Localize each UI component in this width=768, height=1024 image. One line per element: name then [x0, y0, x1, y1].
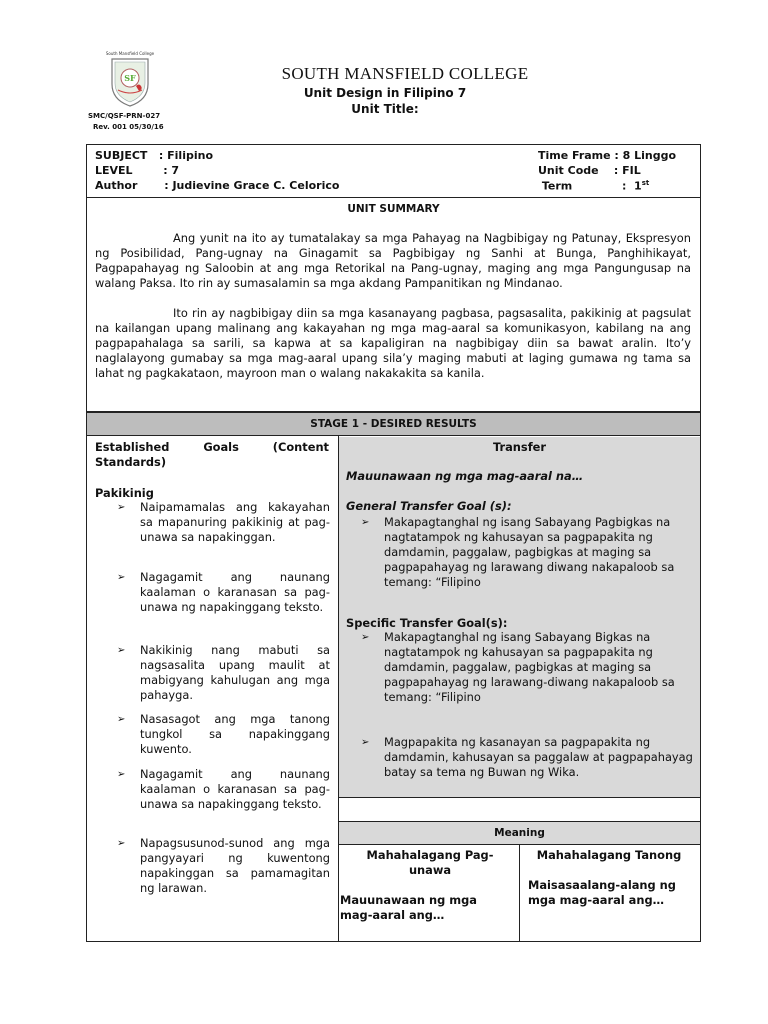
- questions-lead: Maisasaalang-alang ng mga mag-aaral ang…: [528, 878, 676, 907]
- meaning-title: Meaning: [339, 822, 700, 844]
- author-line: Author : Judievine Grace C. Celorico: [95, 179, 340, 192]
- arrow-bullet-icon: ➢: [117, 645, 126, 656]
- unit-title-label: Unit Title:: [351, 102, 419, 116]
- understandings-lead: Mauunawaan ng mga mag-aaral ang…: [340, 893, 477, 922]
- general-transfer-goal: Makapagtanghal ng isang Sabayang Pagbigkas na nagtatampok ng kahusayan sa pagpapakita ng damdamin, paggalaw, pagbigkas at maging sa pagpapahayag ng larawang diwang nakapaloob sa temang: “Filipino: [384, 515, 675, 589]
- specific-transfer-goal: Magpapakita ng kasanayan sa pagpapakita ng damdamin, kahusayan sa paggalaw at pagpapahayag batay sa tema ng Buwan ng Wika.: [384, 735, 693, 779]
- goal-item: Nagagamit ang naunang kaalaman o karanasan sa pag-unawa ng napakinggang teksto.: [140, 570, 330, 614]
- arrow-bullet-icon: ➢: [117, 838, 126, 849]
- general-transfer-title: General Transfer Goal (s):: [346, 499, 512, 513]
- arrow-bullet-icon: ➢: [361, 632, 370, 643]
- level-line: LEVEL : 7: [95, 164, 180, 177]
- meaning-bottom-rule: [339, 844, 701, 845]
- specific-transfer-title: Specific Transfer Goal(s):: [346, 616, 508, 630]
- arrow-bullet-icon: ➢: [117, 769, 126, 780]
- summary-title: UNIT SUMMARY: [347, 203, 440, 215]
- unit-code-line: Unit Code : FIL: [538, 164, 641, 177]
- term-value: Term : 1: [538, 179, 642, 193]
- time-frame-line: Time Frame : 8 Linggo: [538, 149, 677, 162]
- arrow-bullet-icon: ➢: [361, 737, 370, 748]
- arrow-bullet-icon: ➢: [117, 714, 126, 725]
- arrow-bullet-icon: ➢: [117, 572, 126, 583]
- form-code: SMC/QSF-PRN-027: [88, 112, 161, 120]
- goal-item: Naipamamalas ang kakayahan sa mapanuring pakikinig at pag-unawa sa napakinggan.: [140, 500, 330, 544]
- arrow-bullet-icon: ➢: [117, 502, 126, 513]
- understandings-title: Mahahalagang Pag-unawa: [366, 848, 494, 877]
- column-divider: [338, 436, 339, 942]
- questions-title: Mahahalagang Tanong: [536, 848, 682, 862]
- transfer-bottom-rule: [339, 797, 701, 798]
- goal-item: Napagsusunod-sunod ang mga pangyayari ng kuwentong napakinggan sa pamamagitan ng larawan.: [140, 836, 330, 895]
- logo-text: South Mansfield College: [106, 51, 154, 56]
- subject-line: SUBJECT : Filipino: [95, 149, 213, 162]
- transfer-lead: Mauunawaan ng mga mag-aaral na…: [346, 469, 584, 483]
- arrow-bullet-icon: ➢: [361, 517, 370, 528]
- college-logo: [106, 50, 154, 108]
- svg-text:SF: SF: [124, 73, 136, 83]
- revision-code: Rev. 001 05/30/16: [93, 123, 164, 131]
- term-line: [538, 179, 649, 193]
- meaning-divider: [519, 844, 520, 942]
- goal-item: Nasasagot ang mga tanong tungkol sa napakinggang kuwento.: [140, 712, 330, 756]
- term-superscript: st: [641, 179, 650, 187]
- stage-title: STAGE 1 - DESIRED RESULTS: [86, 412, 701, 436]
- goal-item: Nagagamit ang naunang kaalaman o karanasan sa pag-unawa sa napakinggang teksto.: [140, 767, 330, 811]
- summary-paragraph-1: Ang yunit na ito ay tumatalakay sa mga Pahayag na Nagbibigay ng Patunay, Ekspresyon ng Posibilidad, Pang-ugnay na Ginagamit sa Pagbibigay ng Sanhi at Bunga, Panghihikayat, Pagpapahayag ng Saloobin at ang mga Retorikal na Pang-ugnay, maging ang mga Pangungusap na walang Paksa. Ito rin ay sumasalamin sa mga akdang Pampanitikan ng Mindanao.: [95, 231, 691, 290]
- college-name: SOUTH MANSFIELD COLLEGE: [281, 64, 529, 83]
- specific-transfer-goal: Makapagtanghal ng isang Sabayang Bigkas na nagtatampok ng kahusayan sa pagpapakita ng damdamin, paggalaw, pagbigkas at maging sa pagpapahayag ng larawang-diwang nakapaloob sa temang: “Filipino: [384, 630, 675, 704]
- unit-design-title: Unit Design in Filipino 7: [303, 86, 467, 100]
- summary-paragraph-2: Ito rin ay nagbibigay diin sa mga kasanayang pagbasa, pagsasalita, pakikinig at pagsulat na kailangan upang malinang ang kakayahan ng mga mag-aaral sa komunikasyon, kabilang na ang pagpapahalaga sa sarili, sa kapwa at sa kapaligiran na nagbibigay diin sa bawat aralin. Ito’y naglalayong gumabay sa mga mag-aaral upang sila’y maging mabuti at laging gumawa ng tama sa lahat ng pagkakataon, mayroon man o walang nakakakita sa kanila.: [95, 306, 691, 380]
- pakikinig-heading: Pakikinig: [95, 486, 154, 500]
- established-goals-title: Established Goals (Content Standards): [95, 440, 329, 469]
- goal-item: Nakikinig nang mabuti sa nagsasalita upang maulit at mabigyang kahulugan ang mga pahayga.: [140, 643, 330, 702]
- transfer-title: Transfer: [492, 440, 546, 454]
